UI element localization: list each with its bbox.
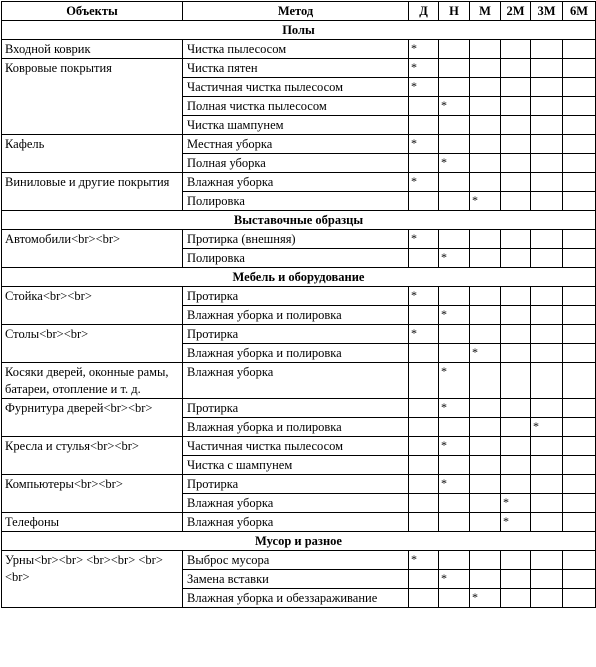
frequency-cell — [563, 287, 596, 306]
frequency-cell — [470, 230, 501, 249]
frequency-cell — [409, 494, 439, 513]
method-cell: Протирка — [183, 287, 409, 306]
frequency-mark: * — [439, 399, 470, 418]
frequency-cell — [501, 230, 531, 249]
frequency-cell — [439, 173, 470, 192]
method-cell: Полировка — [183, 192, 409, 211]
method-cell: Влажная уборка — [183, 173, 409, 192]
method-cell: Частичная чистка пылесосом — [183, 437, 409, 456]
frequency-mark: * — [439, 154, 470, 173]
object-cell: Входной коврик — [2, 40, 183, 59]
header-objects: Объекты — [2, 2, 183, 21]
object-cell: Столы<br><br> — [2, 325, 183, 363]
frequency-cell — [409, 399, 439, 418]
frequency-mark: * — [409, 287, 439, 306]
frequency-cell — [470, 325, 501, 344]
frequency-cell — [501, 97, 531, 116]
frequency-cell — [563, 589, 596, 608]
frequency-cell — [470, 59, 501, 78]
table-row — [2, 230, 596, 249]
frequency-cell — [531, 116, 563, 135]
frequency-cell — [409, 589, 439, 608]
frequency-cell — [563, 344, 596, 363]
frequency-cell — [563, 399, 596, 418]
frequency-cell — [531, 456, 563, 475]
frequency-cell — [439, 116, 470, 135]
frequency-cell — [531, 399, 563, 418]
frequency-cell — [501, 551, 531, 570]
frequency-mark: * — [409, 230, 439, 249]
frequency-mark: * — [409, 78, 439, 97]
frequency-cell — [439, 551, 470, 570]
frequency-cell — [470, 135, 501, 154]
frequency-cell — [439, 494, 470, 513]
frequency-cell — [470, 475, 501, 494]
frequency-cell — [531, 475, 563, 494]
frequency-cell — [409, 192, 439, 211]
frequency-cell — [409, 513, 439, 532]
method-cell: Местная уборка — [183, 135, 409, 154]
object-cell: Виниловые и другие покрытия — [2, 173, 183, 211]
frequency-mark: * — [439, 570, 470, 589]
frequency-cell — [470, 40, 501, 59]
frequency-cell — [501, 399, 531, 418]
frequency-cell — [501, 40, 531, 59]
frequency-cell — [531, 513, 563, 532]
frequency-mark: * — [470, 344, 501, 363]
frequency-mark: * — [531, 418, 563, 437]
frequency-cell — [563, 135, 596, 154]
method-cell: Чистка пылесосом — [183, 40, 409, 59]
frequency-cell — [470, 154, 501, 173]
frequency-cell — [470, 363, 501, 399]
frequency-mark: * — [470, 192, 501, 211]
frequency-cell — [439, 344, 470, 363]
method-cell: Протирка — [183, 325, 409, 344]
frequency-cell — [501, 249, 531, 268]
frequency-cell — [563, 437, 596, 456]
frequency-cell — [470, 306, 501, 325]
frequency-cell — [409, 154, 439, 173]
frequency-cell — [439, 78, 470, 97]
object-cell: Урны<br><br> <br><br> <br><br> — [2, 551, 183, 608]
frequency-cell — [409, 97, 439, 116]
frequency-cell — [563, 78, 596, 97]
object-cell: Ковровые покрытия — [2, 59, 183, 135]
frequency-cell — [439, 59, 470, 78]
object-cell: Автомобили<br><br> — [2, 230, 183, 268]
frequency-cell — [563, 513, 596, 532]
frequency-mark: * — [409, 551, 439, 570]
frequency-cell — [531, 40, 563, 59]
frequency-cell — [531, 589, 563, 608]
frequency-cell — [563, 306, 596, 325]
method-cell: Влажная уборка и полировка — [183, 306, 409, 325]
frequency-cell — [563, 116, 596, 135]
frequency-cell — [409, 363, 439, 399]
method-cell: Влажная уборка — [183, 494, 409, 513]
frequency-cell — [563, 475, 596, 494]
object-cell: Компьютеры<br><br> — [2, 475, 183, 513]
frequency-cell — [501, 437, 531, 456]
header-freq-weekly: Н — [439, 2, 470, 21]
frequency-cell — [409, 418, 439, 437]
frequency-mark: * — [439, 306, 470, 325]
frequency-mark: * — [439, 363, 470, 399]
frequency-mark: * — [409, 173, 439, 192]
frequency-cell — [531, 570, 563, 589]
frequency-cell — [470, 494, 501, 513]
frequency-cell — [409, 306, 439, 325]
method-cell: Выброс мусора — [183, 551, 409, 570]
header-freq-6m: 6М — [563, 2, 596, 21]
method-cell: Протирка — [183, 399, 409, 418]
frequency-cell — [470, 551, 501, 570]
frequency-cell — [439, 418, 470, 437]
frequency-cell — [563, 570, 596, 589]
object-cell: Стойка<br><br> — [2, 287, 183, 325]
frequency-cell — [470, 570, 501, 589]
frequency-cell — [563, 154, 596, 173]
frequency-cell — [563, 59, 596, 78]
cleaning-schedule-table — [1, 1, 596, 608]
frequency-cell — [563, 192, 596, 211]
object-cell: Телефоны — [2, 513, 183, 532]
frequency-cell — [470, 249, 501, 268]
frequency-cell — [470, 437, 501, 456]
frequency-cell — [470, 399, 501, 418]
frequency-cell — [501, 173, 531, 192]
frequency-cell — [531, 97, 563, 116]
frequency-cell — [563, 551, 596, 570]
frequency-cell — [409, 249, 439, 268]
frequency-cell — [501, 135, 531, 154]
frequency-cell — [501, 418, 531, 437]
frequency-mark: * — [409, 40, 439, 59]
method-cell: Протирка (внешняя) — [183, 230, 409, 249]
frequency-cell — [470, 173, 501, 192]
frequency-cell — [531, 306, 563, 325]
method-cell: Полная уборка — [183, 154, 409, 173]
header-method: Метод — [183, 2, 409, 21]
frequency-cell — [470, 418, 501, 437]
object-cell: Косяки дверей, оконные рамы, батареи, отопление и т. д. — [2, 363, 183, 399]
frequency-cell — [439, 513, 470, 532]
frequency-cell — [563, 97, 596, 116]
method-cell: Влажная уборка — [183, 363, 409, 399]
frequency-cell — [439, 287, 470, 306]
table-row — [2, 40, 596, 59]
frequency-cell — [501, 192, 531, 211]
frequency-cell — [563, 173, 596, 192]
table-row — [2, 173, 596, 192]
section-title: Полы — [2, 21, 596, 40]
frequency-cell — [563, 456, 596, 475]
table-row — [2, 135, 596, 154]
frequency-cell — [439, 40, 470, 59]
method-cell: Полная чистка пылесосом — [183, 97, 409, 116]
frequency-cell — [501, 287, 531, 306]
frequency-cell — [501, 116, 531, 135]
frequency-cell — [501, 456, 531, 475]
frequency-cell — [531, 494, 563, 513]
table-row — [2, 437, 596, 456]
frequency-cell — [563, 40, 596, 59]
frequency-cell — [531, 551, 563, 570]
method-cell: Чистка пятен — [183, 59, 409, 78]
frequency-cell — [470, 97, 501, 116]
frequency-cell — [563, 325, 596, 344]
frequency-cell — [409, 456, 439, 475]
frequency-cell — [439, 192, 470, 211]
frequency-cell — [531, 344, 563, 363]
section-row — [2, 532, 596, 551]
section-title: Мебель и оборудование — [2, 268, 596, 287]
object-cell: Фурнитура дверей<br><br> — [2, 399, 183, 437]
frequency-cell — [531, 78, 563, 97]
table-row — [2, 399, 596, 418]
section-row — [2, 211, 596, 230]
frequency-cell — [563, 249, 596, 268]
table-row — [2, 325, 596, 344]
frequency-cell — [470, 513, 501, 532]
section-title: Мусор и разное — [2, 532, 596, 551]
frequency-cell — [563, 418, 596, 437]
frequency-cell — [531, 437, 563, 456]
frequency-cell — [563, 494, 596, 513]
frequency-mark: * — [409, 325, 439, 344]
header-freq-daily: Д — [409, 2, 439, 21]
frequency-cell — [501, 475, 531, 494]
frequency-cell — [501, 306, 531, 325]
section-title: Выставочные образцы — [2, 211, 596, 230]
frequency-cell — [409, 344, 439, 363]
frequency-cell — [409, 570, 439, 589]
method-cell: Замена вставки — [183, 570, 409, 589]
frequency-mark: * — [439, 437, 470, 456]
method-cell: Чистка шампунем — [183, 116, 409, 135]
frequency-cell — [531, 249, 563, 268]
frequency-mark: * — [470, 589, 501, 608]
frequency-cell — [563, 230, 596, 249]
method-cell: Влажная уборка и полировка — [183, 418, 409, 437]
table-row — [2, 59, 596, 78]
method-cell: Влажная уборка — [183, 513, 409, 532]
frequency-cell — [439, 230, 470, 249]
table-row — [2, 513, 596, 532]
object-cell: Кресла и стулья<br><br> — [2, 437, 183, 475]
header-freq-2m: 2М — [501, 2, 531, 21]
frequency-mark: * — [501, 494, 531, 513]
frequency-cell — [470, 78, 501, 97]
frequency-cell — [501, 154, 531, 173]
frequency-cell — [439, 135, 470, 154]
table-row — [2, 363, 596, 399]
table-row — [2, 287, 596, 306]
method-cell: Частичная чистка пылесосом — [183, 78, 409, 97]
frequency-cell — [531, 135, 563, 154]
object-cell: Кафель — [2, 135, 183, 173]
frequency-mark: * — [409, 59, 439, 78]
frequency-mark: * — [409, 135, 439, 154]
method-cell: Полировка — [183, 249, 409, 268]
section-row — [2, 268, 596, 287]
frequency-cell — [439, 325, 470, 344]
frequency-mark: * — [439, 475, 470, 494]
section-row — [2, 21, 596, 40]
frequency-cell — [501, 363, 531, 399]
frequency-cell — [501, 589, 531, 608]
frequency-cell — [531, 173, 563, 192]
frequency-cell — [470, 116, 501, 135]
method-cell: Влажная уборка и полировка — [183, 344, 409, 363]
frequency-cell — [409, 475, 439, 494]
frequency-mark: * — [439, 249, 470, 268]
frequency-cell — [501, 570, 531, 589]
frequency-mark: * — [439, 97, 470, 116]
frequency-cell — [563, 363, 596, 399]
frequency-cell — [439, 456, 470, 475]
frequency-cell — [409, 116, 439, 135]
schedule-body — [2, 21, 596, 608]
frequency-cell — [531, 154, 563, 173]
table-row — [2, 551, 596, 570]
method-cell: Протирка — [183, 475, 409, 494]
method-cell: Чистка с шампунем — [183, 456, 409, 475]
frequency-cell — [531, 59, 563, 78]
header-freq-monthly: М — [470, 2, 501, 21]
frequency-cell — [531, 230, 563, 249]
method-cell: Влажная уборка и обеззараживание — [183, 589, 409, 608]
frequency-cell — [501, 325, 531, 344]
frequency-cell — [531, 363, 563, 399]
frequency-cell — [470, 456, 501, 475]
frequency-cell — [439, 589, 470, 608]
frequency-mark: * — [501, 513, 531, 532]
table-row — [2, 475, 596, 494]
frequency-cell — [409, 437, 439, 456]
header-row — [2, 2, 596, 21]
frequency-cell — [501, 78, 531, 97]
frequency-cell — [531, 192, 563, 211]
frequency-cell — [501, 59, 531, 78]
frequency-cell — [470, 287, 501, 306]
header-freq-3m: 3М — [531, 2, 563, 21]
frequency-cell — [531, 287, 563, 306]
frequency-cell — [501, 344, 531, 363]
frequency-cell — [531, 325, 563, 344]
